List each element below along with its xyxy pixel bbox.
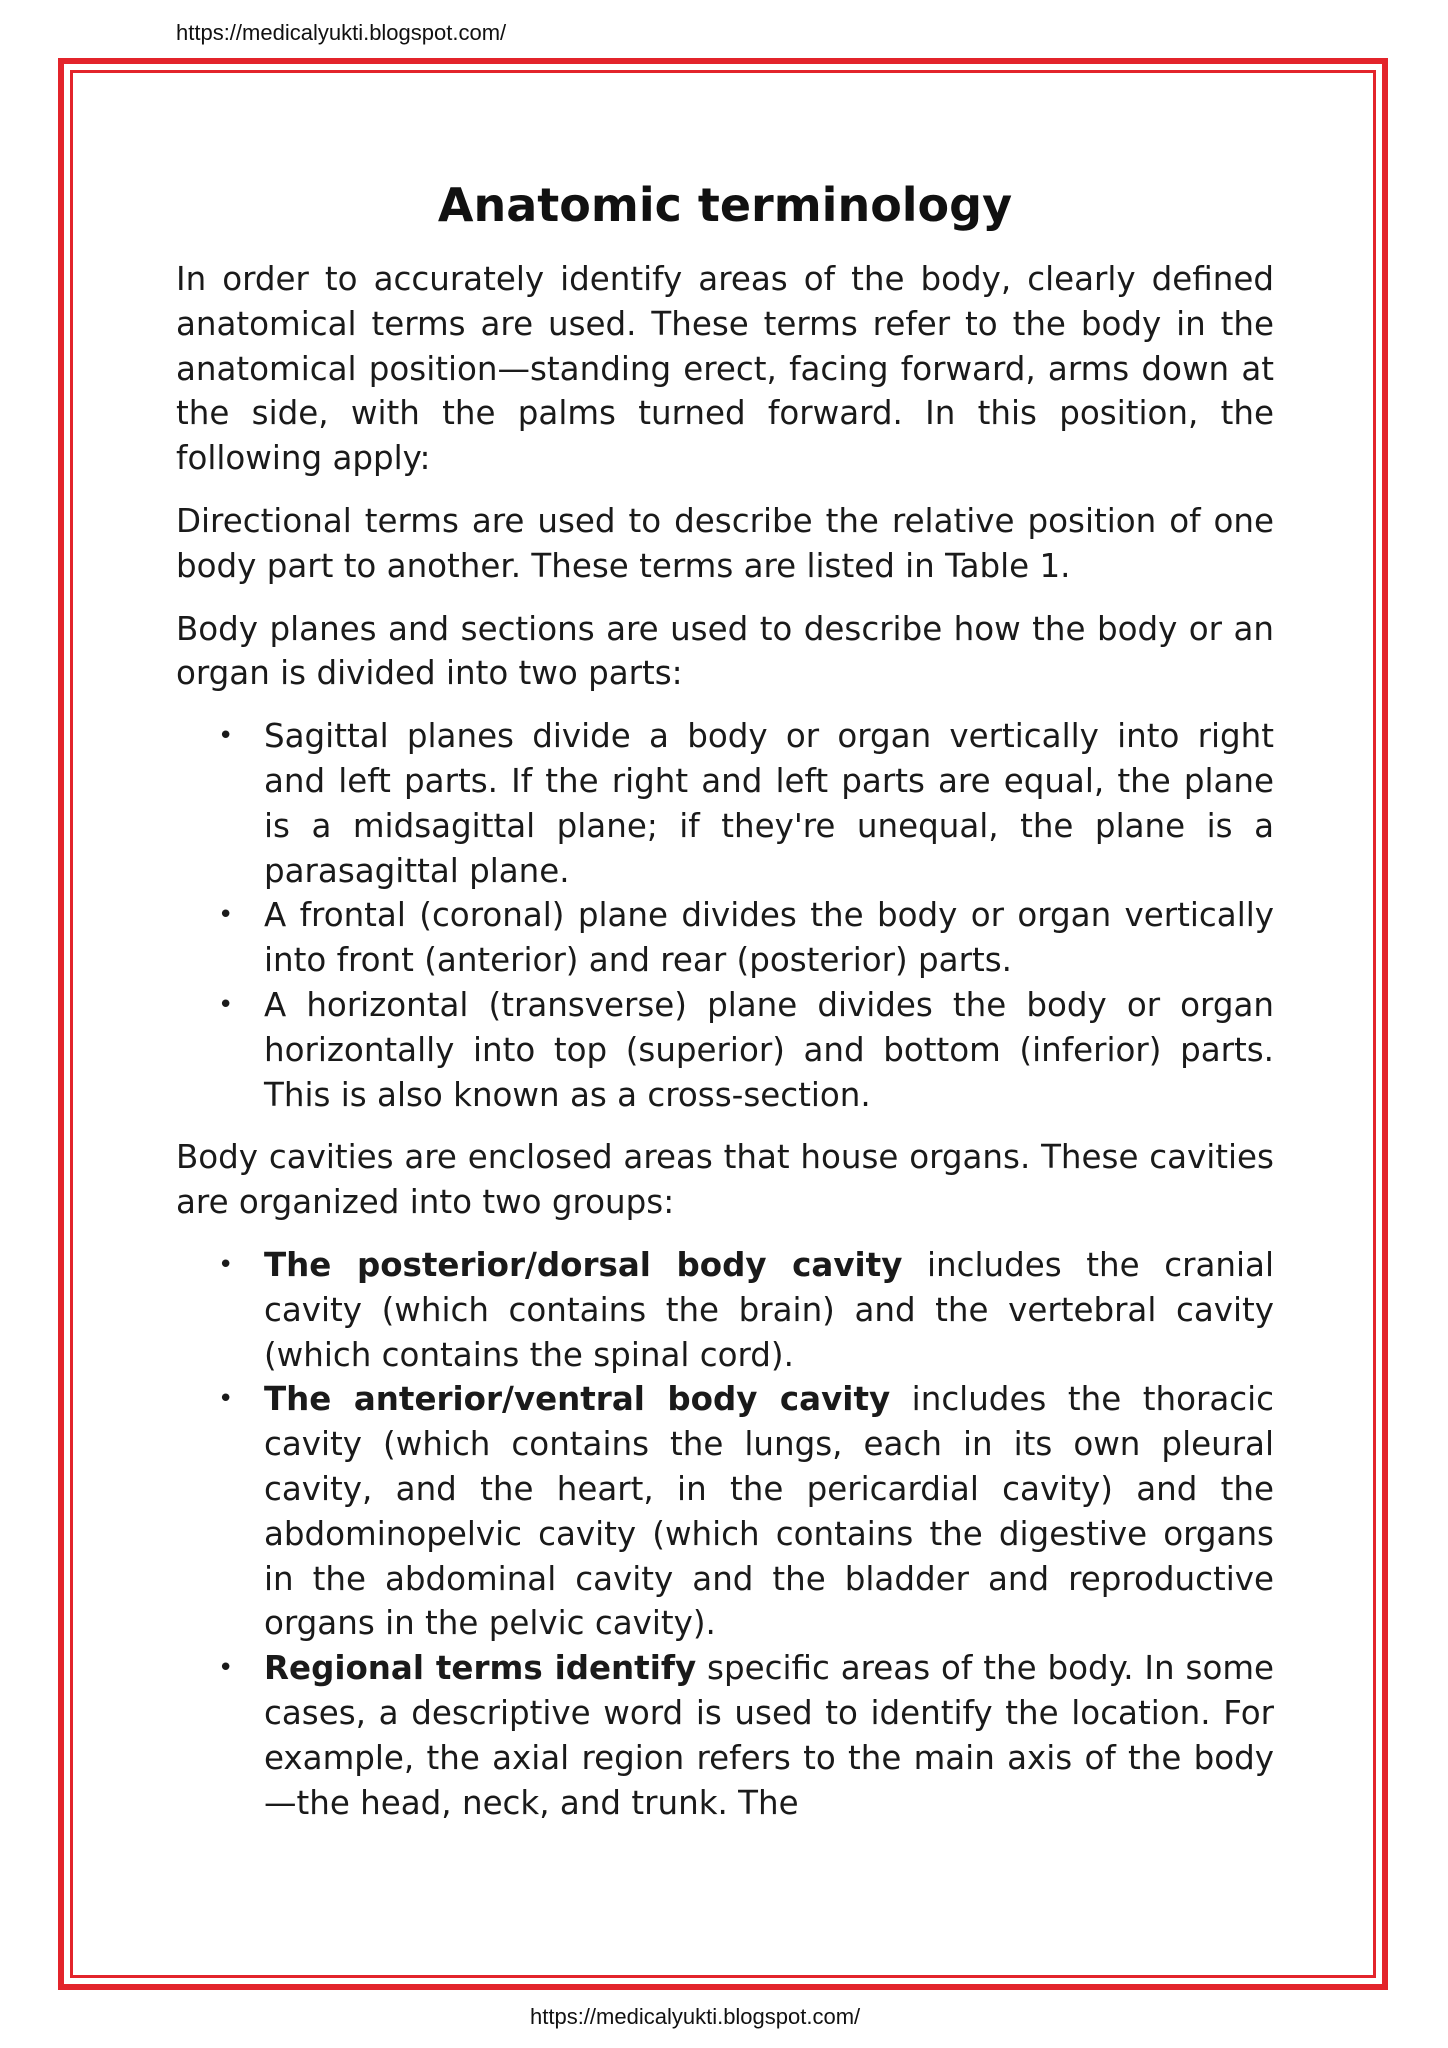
list-item-term: The posterior/dorsal body cavity bbox=[264, 1245, 903, 1284]
bullet-icon: • bbox=[218, 1384, 234, 1415]
intro-paragraph: In order to accurately identify areas of the body, clearly defined anatomical terms are used. These terms refer to the body in the anatomical position—standing erect, facing forward, arms down at the side, with the palms turned forward. In this position, the following apply: bbox=[176, 260, 1274, 478]
bullet-icon: • bbox=[218, 721, 234, 752]
list-item bbox=[218, 1646, 1274, 1825]
page-title: Anatomic terminology bbox=[437, 178, 1013, 232]
bullet-icon: • bbox=[218, 1653, 234, 1684]
list-item-term: The anterior/ventral body cavity bbox=[264, 1380, 891, 1419]
bullet-icon: • bbox=[218, 989, 234, 1020]
body-planes-paragraph: Body planes and sections are used to describe how the body or an organ is divided into two parts: bbox=[176, 609, 1274, 693]
bullet-icon: • bbox=[218, 900, 234, 931]
list-item bbox=[218, 893, 1274, 983]
list-item-text: includes the cranial cavity (which contains the brain) and the vertebral cavity (which contains the spinal cord). bbox=[264, 1245, 1274, 1374]
footer-url[interactable]: https://medicalyukti.blogspot.com/ bbox=[530, 2004, 861, 2029]
list-item-term: Regional terms identify bbox=[264, 1649, 697, 1688]
list-item-text: A horizontal (transverse) plane divides the body or organ horizontally into top (superior) and bottom (inferior) parts. This is also known as a cross-section. bbox=[264, 985, 1274, 1114]
list-item bbox=[218, 983, 1274, 1117]
body-cavities-paragraph: Body cavities are enclosed areas that house organs. These cavities are organized into two groups: bbox=[176, 1138, 1274, 1222]
list-item bbox=[218, 714, 1274, 893]
list-item-text: specific areas of the body. In some cases, a descriptive word is used to identify the location. For example, the axial region refers to the main axis of the body—the head, neck, and trunk. The bbox=[264, 1649, 1274, 1822]
body-cavities-list bbox=[176, 1243, 1274, 1825]
body-planes-list bbox=[176, 714, 1274, 1117]
bullet-icon: • bbox=[218, 1249, 234, 1280]
header-url[interactable]: https://medicalyukti.blogspot.com/ bbox=[176, 20, 507, 45]
list-item bbox=[218, 1243, 1274, 1377]
list-item-text: Sagittal planes divide a body or organ vertically into right and left parts. If the right and left parts are equal, the plane is a midsagittal plane; if they're unequal, the plane is a parasagittal plane. bbox=[264, 717, 1274, 890]
document-content bbox=[176, 175, 1274, 1843]
directional-terms-paragraph: Directional terms are used to describe the relative position of one body part to another. These terms are listed in Table 1. bbox=[176, 501, 1274, 585]
list-item bbox=[218, 1377, 1274, 1646]
list-item-text: A frontal (coronal) plane divides the body or organ vertically into front (anterior) and rear (posterior) parts. bbox=[264, 896, 1274, 980]
list-item-text: includes the thoracic cavity (which contains the lungs, each in its own pleural cavity, and the heart, in the pericardial cavity) and the abdominopelvic cavity (which contains the digestive organs in the abdominal cavity and the bladder and reproductive organs in the pelvic cavity). bbox=[264, 1380, 1274, 1643]
